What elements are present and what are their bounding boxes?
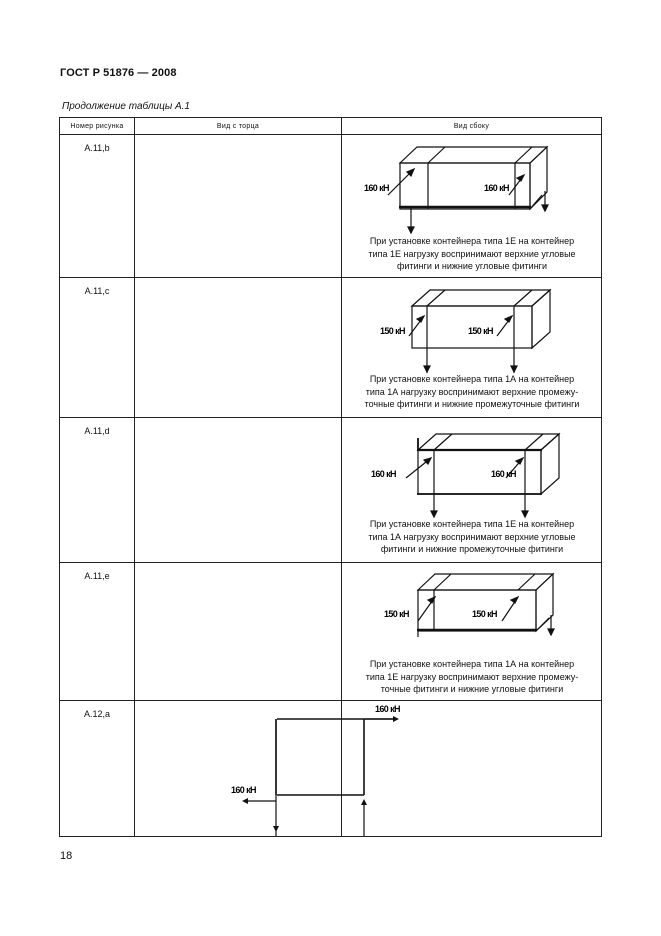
- container-top-face: [400, 147, 547, 163]
- load-label: 160 кН: [484, 183, 509, 193]
- container-end-view-diagram: [135, 701, 400, 836]
- caption-line: При установке контейнера типа 1А на контейнер: [369, 374, 575, 384]
- figure-caption: [342, 373, 601, 411]
- load-label: 150 кН: [468, 326, 493, 336]
- caption-line: При установке контейнера типа 1Е на контейнер: [369, 519, 575, 529]
- caption-line: фитинги и нижние промежуточные фитинги: [380, 544, 564, 554]
- end-view-cell: [135, 418, 342, 563]
- figure-number: А.11,c: [60, 278, 135, 418]
- end-view-cell: [135, 135, 342, 278]
- load-label: 160 кН: [364, 183, 389, 193]
- caption-line: При установке контейнера типа 1А на контейнер: [369, 659, 575, 669]
- caption-line: точные фитинги и нижние угловые фитинги: [380, 684, 564, 694]
- load-label: 160 кН: [371, 469, 396, 479]
- load-label: 160 кН: [231, 785, 256, 795]
- col-header-side-view: Вид сбоку: [342, 118, 602, 135]
- side-view-cell: [342, 701, 602, 837]
- caption-line: типа 1А нагрузку воспринимают верхние промежу-: [365, 386, 579, 397]
- load-label: 150 кН: [380, 326, 405, 336]
- end-view-cell: [135, 701, 400, 837]
- end-view-cell: [135, 563, 342, 701]
- figure-number: А.11,e: [60, 563, 135, 701]
- side-view-cell: [342, 135, 602, 278]
- container-side-view-diagram: [342, 418, 601, 518]
- document-title: ГОСТ Р 51876 — 2008: [60, 67, 177, 79]
- caption-line: точные фитинги и нижние промежуточные фитинги: [364, 399, 580, 409]
- table-header-row: [60, 118, 602, 135]
- container-end-face: [532, 290, 550, 348]
- container-side-view-diagram: [342, 278, 601, 373]
- container-top-face: [418, 434, 559, 450]
- figure-caption: [342, 518, 601, 556]
- table-row: [60, 701, 602, 837]
- container-side-view-diagram: [342, 135, 601, 235]
- figure-number: А.11,d: [60, 418, 135, 563]
- figure-caption: [342, 235, 601, 273]
- col-header-end-view: Вид с торца: [135, 118, 342, 135]
- load-label: 150 кН: [472, 609, 497, 619]
- side-view-cell: [342, 278, 602, 418]
- load-label: 160 кН: [491, 469, 516, 479]
- page-number: 18: [60, 850, 73, 862]
- container-front-face: [400, 163, 530, 209]
- figures-table: [59, 117, 602, 837]
- col-header-figure-number: Номер рисунка: [60, 118, 135, 135]
- side-view-cell: [342, 563, 602, 701]
- table-row: [60, 418, 602, 563]
- figure-number: А.12,a: [60, 701, 135, 837]
- table-continuation-title: Продолжение таблицы А.1: [62, 101, 190, 112]
- caption-line: При установке контейнера типа 1Е на контейнер: [369, 236, 575, 246]
- load-label: 160 кН: [375, 704, 400, 714]
- container-front-face: [418, 450, 541, 494]
- table-row: [60, 563, 602, 701]
- side-view-cell: [342, 418, 602, 563]
- load-label: 150 кН: [384, 609, 409, 619]
- table-row: [60, 135, 602, 278]
- caption-line: фитинги и нижние угловые фитинги: [397, 261, 547, 271]
- container-side-view-diagram: [342, 563, 601, 658]
- caption-line: типа 1А нагрузку воспринимают верхние угловые: [368, 531, 576, 542]
- table-row: [60, 278, 602, 418]
- caption-line: типа 1Е нагрузку воспринимают верхние угловые: [368, 248, 576, 259]
- figure-caption: [342, 658, 601, 696]
- container-end-face: [541, 434, 559, 494]
- caption-line: типа 1Е нагрузку воспринимают верхние промежу-: [365, 671, 579, 682]
- figure-number: А.11,b: [60, 135, 135, 278]
- end-view-cell: [135, 278, 342, 418]
